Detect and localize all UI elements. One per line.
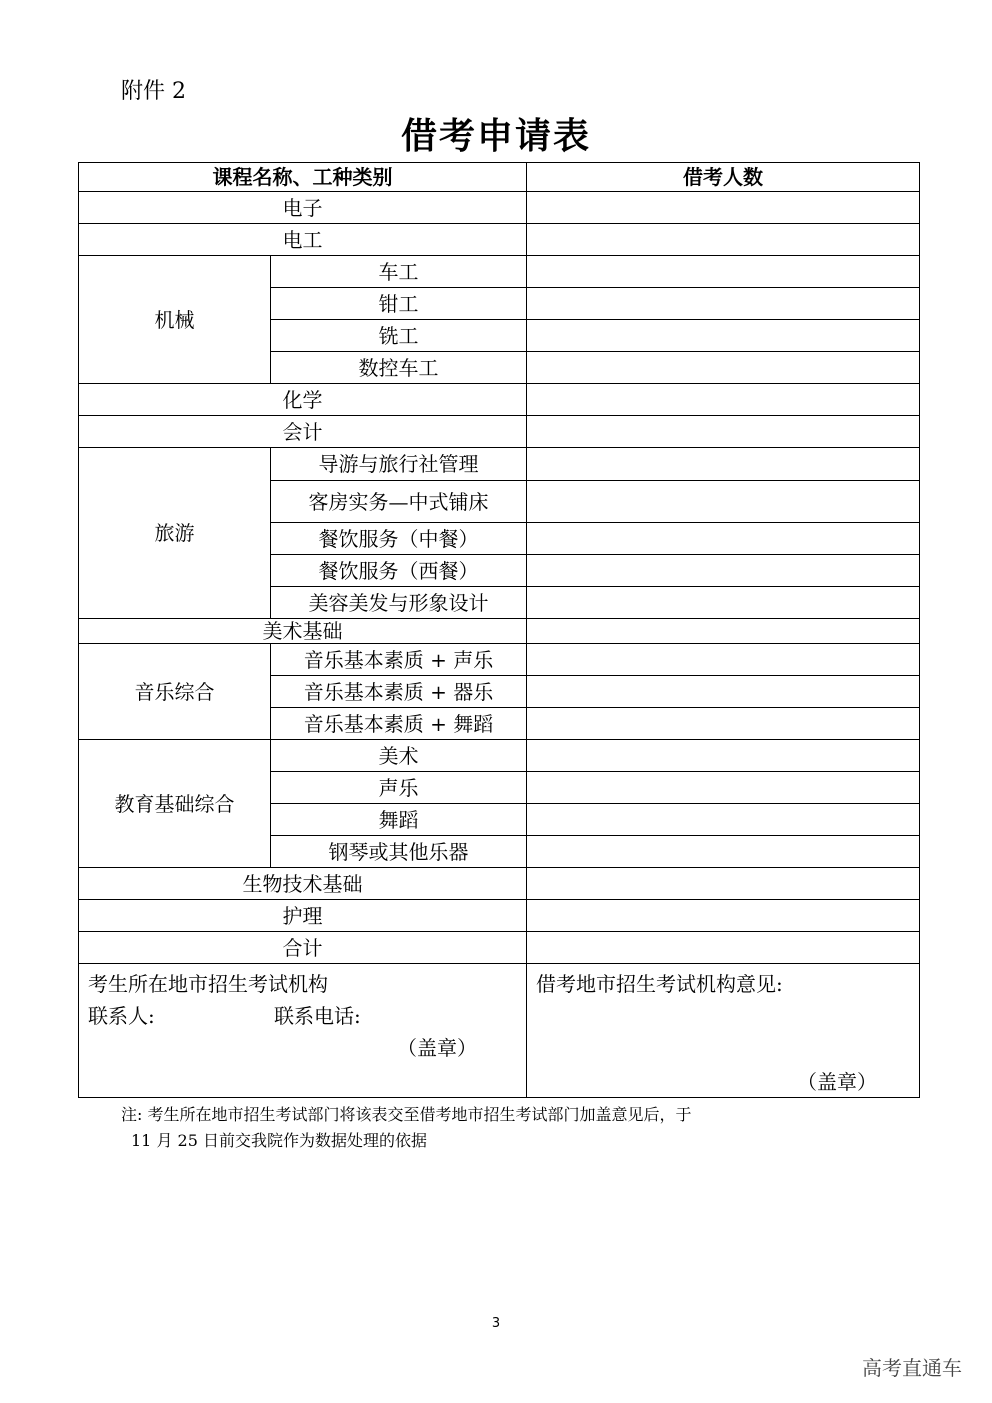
course-name: 舞蹈 — [271, 804, 527, 836]
count-cell[interactable] — [527, 256, 920, 288]
signature-row — [79, 964, 920, 1098]
host-org-cell — [527, 964, 920, 1098]
course-name: 车工 — [271, 256, 527, 288]
course-name: 音乐基本素质 + 声乐 — [271, 644, 527, 676]
group-name: 机械 — [79, 256, 271, 384]
table-row — [79, 619, 920, 644]
origin-org-cell — [79, 964, 527, 1098]
count-cell[interactable] — [527, 352, 920, 384]
course-name: 会计 — [79, 416, 527, 448]
table-row — [79, 900, 920, 932]
course-name: 化学 — [79, 384, 527, 416]
count-cell[interactable] — [527, 555, 920, 587]
count-cell[interactable] — [527, 772, 920, 804]
count-cell[interactable] — [527, 619, 920, 644]
group-name: 教育基础综合 — [79, 740, 271, 868]
attachment-label: 附件 2 — [121, 79, 186, 104]
count-cell[interactable] — [527, 587, 920, 619]
total-label: 合计 — [79, 932, 527, 964]
table-row — [79, 868, 920, 900]
count-cell[interactable] — [527, 224, 920, 256]
count-cell[interactable] — [527, 481, 920, 523]
course-name: 钢琴或其他乐器 — [271, 836, 527, 868]
course-name: 钳工 — [271, 288, 527, 320]
count-cell[interactable] — [527, 804, 920, 836]
course-name: 音乐基本素质 + 舞蹈 — [271, 708, 527, 740]
application-table — [78, 162, 920, 1098]
course-name: 美容美发与形象设计 — [271, 587, 527, 619]
table-row — [79, 740, 920, 772]
course-name: 美术 — [271, 740, 527, 772]
phone-label: 联系电话: — [274, 1004, 361, 1028]
group-name: 旅游 — [79, 448, 271, 619]
page-number: 3 — [491, 1316, 501, 1331]
count-cell[interactable] — [527, 900, 920, 932]
header-row — [79, 163, 920, 192]
contact-label: 联系人: — [88, 1004, 155, 1028]
course-name: 美术基础 — [79, 619, 527, 644]
course-name: 电子 — [79, 192, 527, 224]
group-name: 音乐综合 — [79, 644, 271, 740]
table-row — [79, 256, 920, 288]
course-name: 音乐基本素质 + 器乐 — [271, 676, 527, 708]
seal-right: （盖章） — [797, 1070, 877, 1094]
seal-left: （盖章） — [397, 1036, 477, 1060]
table-row — [79, 448, 920, 481]
count-cell[interactable] — [527, 740, 920, 772]
count-cell[interactable] — [527, 523, 920, 555]
table-row — [79, 384, 920, 416]
header-count: 借考人数 — [527, 163, 920, 192]
table-row — [79, 192, 920, 224]
origin-org-label: 考生所在地市招生考试机构 — [88, 972, 328, 996]
total-row — [79, 932, 920, 964]
course-name: 导游与旅行社管理 — [271, 448, 527, 481]
course-name: 数控车工 — [271, 352, 527, 384]
count-cell[interactable] — [527, 288, 920, 320]
course-name: 电工 — [79, 224, 527, 256]
total-count-cell[interactable] — [527, 932, 920, 964]
watermark: 高考直通车 — [862, 1356, 962, 1380]
count-cell[interactable] — [527, 644, 920, 676]
count-cell[interactable] — [527, 836, 920, 868]
course-name: 餐饮服务（中餐） — [271, 523, 527, 555]
course-name: 声乐 — [271, 772, 527, 804]
footnote — [121, 1102, 691, 1154]
footnote-line-2: 11 月 25 日前交我院作为数据处理的依据 — [131, 1131, 427, 1150]
count-cell[interactable] — [527, 676, 920, 708]
course-name: 客房实务—中式铺床 — [271, 481, 527, 523]
count-cell[interactable] — [527, 384, 920, 416]
table-row — [79, 224, 920, 256]
footnote-line-1: 注: 考生所在地市招生考试部门将该表交至借考地市招生考试部门加盖意见后，于 — [121, 1105, 692, 1124]
form-title: 借考申请表 — [400, 115, 591, 157]
count-cell[interactable] — [527, 416, 920, 448]
course-name: 生物技术基础 — [79, 868, 527, 900]
course-name: 餐饮服务（西餐） — [271, 555, 527, 587]
count-cell[interactable] — [527, 192, 920, 224]
count-cell[interactable] — [527, 320, 920, 352]
course-name: 护理 — [79, 900, 527, 932]
header-course: 课程名称、工种类别 — [79, 163, 527, 192]
count-cell[interactable] — [527, 448, 920, 481]
table-row — [79, 644, 920, 676]
table-row — [79, 416, 920, 448]
count-cell[interactable] — [527, 868, 920, 900]
course-name: 铣工 — [271, 320, 527, 352]
host-opinion-label: 借考地市招生考试机构意见: — [536, 972, 783, 996]
count-cell[interactable] — [527, 708, 920, 740]
